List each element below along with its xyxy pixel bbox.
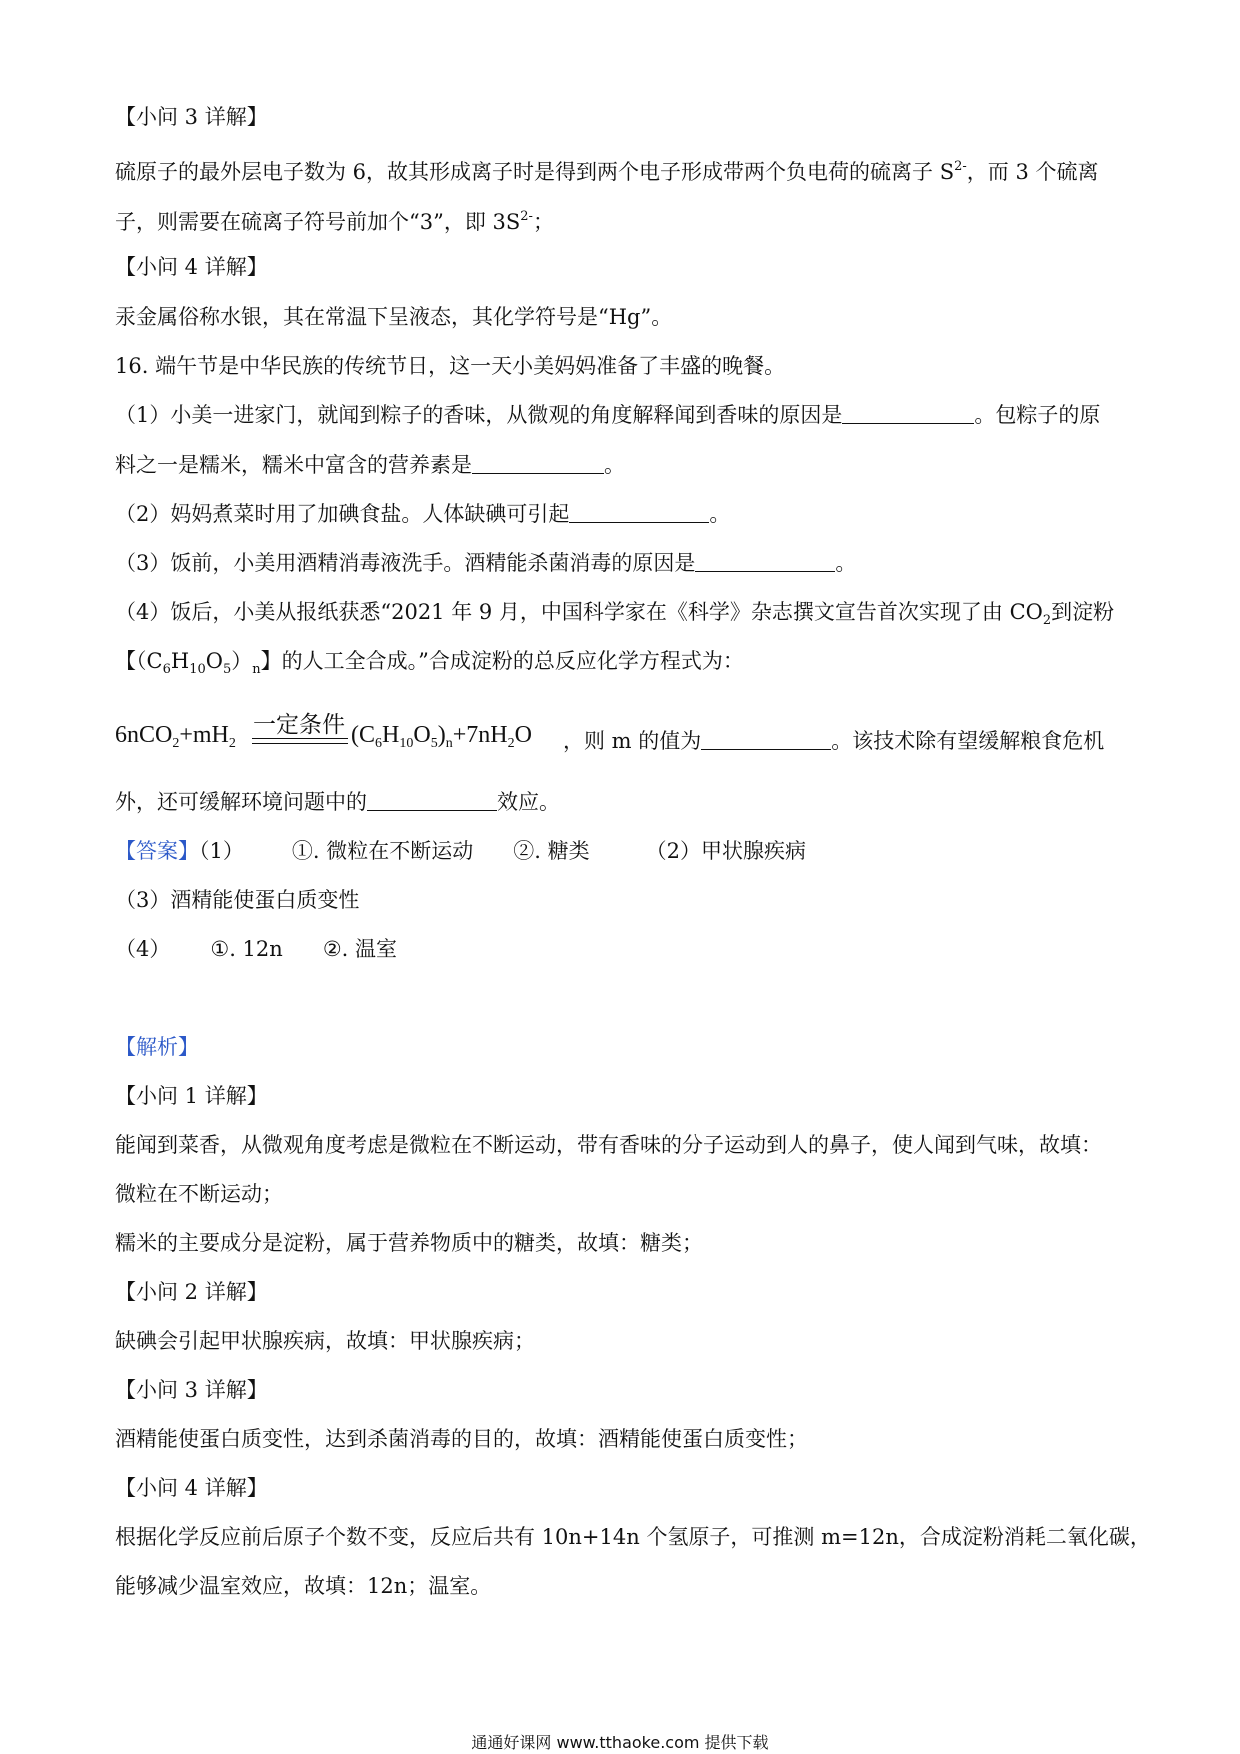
equation-bar: [252, 738, 348, 739]
section-heading-4: 【小问 4 详解】: [115, 255, 268, 279]
answer-blank[interactable]: [695, 549, 835, 572]
question-part-3: （3）饭前，小美用酒精消毒液洗手。酒精能杀菌消毒的原因是 。: [115, 551, 857, 575]
analysis-label: 【解析】: [115, 1035, 199, 1059]
answer-blank[interactable]: [842, 401, 974, 424]
equation-bar: [252, 743, 348, 744]
answer-row-1: 【答案】（1） ①. 微粒在不断运动 ②. 糖类 （2）甲状腺疾病: [115, 839, 806, 863]
analysis-heading-4: 【小问 4 详解】: [115, 1476, 268, 1500]
answer-row-4: （4） ①. 12n ②. 温室: [115, 937, 397, 961]
paragraph: 糯米的主要成分是淀粉，属于营养物质中的糖类，故填：糖类；: [115, 1231, 703, 1255]
analysis-heading-2: 【小问 2 详解】: [115, 1280, 268, 1304]
paragraph: 子，则需要在硫离子符号前加个“3”，即 $3S^{2-}$；: [115, 209, 554, 234]
reaction-condition: 一定条件: [253, 712, 345, 738]
paragraph: 能闻到菜香，从微观角度考虑是微粒在不断运动，带有香味的分子运动到人的鼻子，使人闻到气味，故填：: [115, 1133, 1102, 1157]
equation-reactants: $6nCO_2+mH_2$: [115, 722, 236, 751]
answer-blank[interactable]: [701, 727, 831, 750]
answer-label: 【答案】: [115, 839, 199, 863]
paragraph: 根据化学反应前后原子个数不变，反应后共有 10n+14n 个氢原子，可推测 m=12n，合成淀粉消耗二氧化碳，: [115, 1525, 1151, 1549]
page-footer: 通通好课网 www.tthaoke.com 提供下载: [471, 1733, 769, 1752]
question-title: 16. 端午节是中华民族的传统节日，这一天小美妈妈准备了丰盛的晚餐。: [115, 354, 786, 378]
paragraph: 酒精能使蛋白质变性，达到杀菌消毒的目的，故填：酒精能使蛋白质变性；: [115, 1427, 808, 1451]
paragraph: 能够减少温室效应，故填：12n；温室。: [115, 1574, 492, 1598]
analysis-heading-1: 【小问 1 详解】: [115, 1084, 268, 1108]
paragraph: 汞金属俗称水银，其在常温下呈液态，其化学符号是“Hg”。: [115, 305, 673, 329]
answer-row-3: （3）酒精能使蛋白质变性: [115, 888, 360, 912]
question-part-1-cont: 料之一是糯米，糯米中富含的营养素是 。: [115, 453, 625, 477]
question-part-4: （4）饭后，小美从报纸获悉“2021 年 9 月，中国科学家在《科学》杂志撰文宣告首次实现了由 $CO_2$到淀粉: [115, 600, 1115, 628]
paragraph: 硫原子的最外层电子数为 6，故其形成离子时是得到两个电子形成带两个负电荷的硫离子 $S^{2-}$，而 3 个硫离: [115, 159, 1099, 184]
answer-blank[interactable]: [569, 500, 709, 523]
equation-products: $(C_6H_{10}O_5)_n+7nH_2O$: [351, 722, 532, 751]
analysis-heading-3: 【小问 3 详解】: [115, 1378, 268, 1402]
paragraph: 缺碘会引起甲状腺疾病，故填：甲状腺疾病；: [115, 1329, 535, 1353]
question-part-4-cont: 【$(C_6H_{10}O_5)_n$】的人工全合成。”合成淀粉的总反应化学方程式为：: [115, 649, 744, 677]
answer-blank[interactable]: [472, 451, 604, 474]
equation-question: ，则 m 的值为 。该技术除有望缓解粮食危机: [563, 729, 1105, 753]
question-part-1: （1）小美一进家门，就闻到粽子的香味，从微观的角度解释闻到香味的原因是 。包粽子的原: [115, 403, 1101, 427]
paragraph: 微粒在不断运动；: [115, 1182, 283, 1206]
question-part-2: （2）妈妈煮菜时用了加碘食盐。人体缺碘可引起 。: [115, 502, 731, 526]
section-heading-3: 【小问 3 详解】: [115, 105, 268, 129]
question-part-4-end: 外，还可缓解环境问题中的 效应。: [115, 790, 560, 814]
answer-blank[interactable]: [367, 788, 497, 811]
